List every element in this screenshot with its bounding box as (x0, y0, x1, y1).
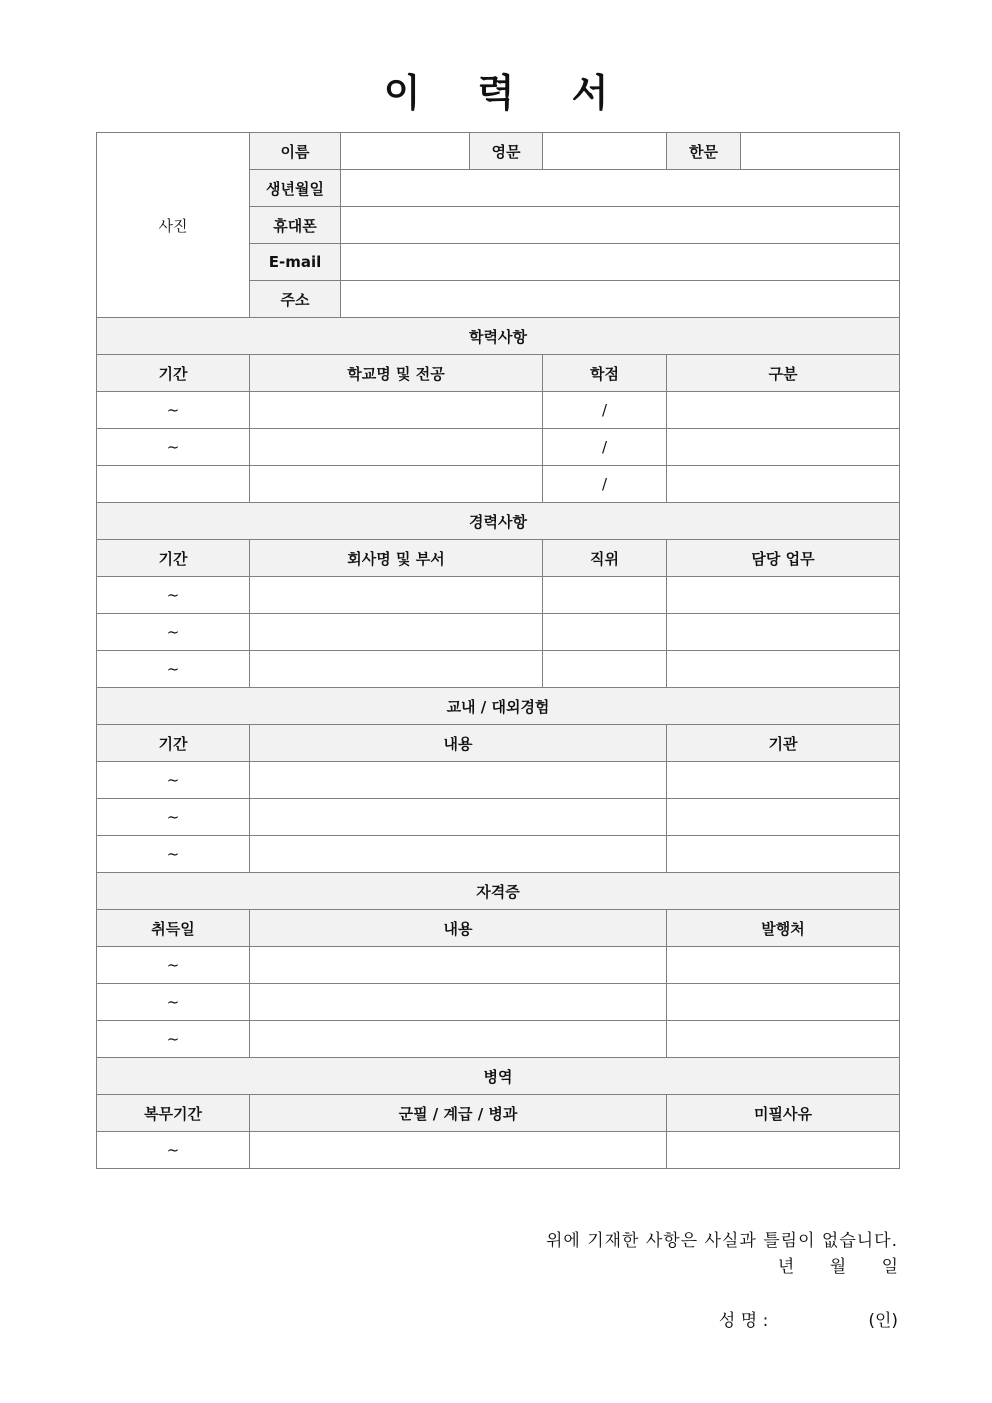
activities-period-cell[interactable]: ~ (97, 799, 250, 836)
education-header-gpa: 학점 (543, 355, 667, 392)
certificates-issuer-cell[interactable] (667, 984, 900, 1021)
table-row (97, 466, 900, 503)
military-exempt-reason-cell[interactable] (667, 1132, 900, 1169)
table-row (97, 429, 900, 466)
hanja-name-label: 한문 (667, 133, 741, 170)
table-row (97, 947, 900, 984)
military-header-exempt-reason: 미필사유 (667, 1095, 900, 1132)
resume-form (96, 132, 900, 1169)
table-row (97, 577, 900, 614)
education-section-title: 학력사항 (97, 318, 900, 355)
activities-header-org: 기관 (667, 725, 900, 762)
activities-period-cell[interactable]: ~ (97, 836, 250, 873)
career-header-position: 직위 (543, 540, 667, 577)
certificates-date-cell[interactable]: ~ (97, 947, 250, 984)
certificates-content-cell[interactable] (250, 947, 667, 984)
certificates-content-cell[interactable] (250, 1021, 667, 1058)
career-company-cell[interactable] (250, 577, 543, 614)
activities-org-cell[interactable] (667, 799, 900, 836)
certificates-issuer-cell[interactable] (667, 947, 900, 984)
name-field[interactable] (341, 133, 470, 170)
education-type-cell[interactable] (667, 392, 900, 429)
declaration-text: 위에 기재한 사항은 사실과 틀림이 없습니다. (545, 1231, 898, 1251)
activities-header-period: 기간 (97, 725, 250, 762)
education-type-cell[interactable] (667, 429, 900, 466)
phone-label: 휴대폰 (250, 207, 341, 244)
career-duty-cell[interactable] (667, 614, 900, 651)
military-period-cell[interactable]: ~ (97, 1132, 250, 1169)
certificates-date-cell[interactable]: ~ (97, 1021, 250, 1058)
education-header-school: 학교명 및 전공 (250, 355, 543, 392)
certificates-date-cell[interactable]: ~ (97, 984, 250, 1021)
activities-header-content: 내용 (250, 725, 667, 762)
phone-field[interactable] (341, 207, 900, 244)
page-title: 이 력 서 (383, 71, 631, 115)
certificates-issuer-cell[interactable] (667, 1021, 900, 1058)
table-row (97, 799, 900, 836)
education-period-cell[interactable]: ~ (97, 392, 250, 429)
education-period-cell[interactable]: ~ (97, 429, 250, 466)
career-header-period: 기간 (97, 540, 250, 577)
education-gpa-cell[interactable]: / (543, 392, 667, 429)
certificates-header-content: 내용 (250, 910, 667, 947)
certificates-section-title: 자격증 (97, 873, 900, 910)
date-line: 년 월 일 (777, 1257, 898, 1277)
education-school-cell[interactable] (250, 429, 543, 466)
table-row (97, 1132, 900, 1169)
sign-label: 성 명 : (718, 1311, 769, 1331)
career-period-cell[interactable]: ~ (97, 651, 250, 688)
education-gpa-cell[interactable]: / (543, 466, 667, 503)
activities-content-cell[interactable] (250, 799, 667, 836)
military-header-period: 복무기간 (97, 1095, 250, 1132)
career-position-cell[interactable] (543, 577, 667, 614)
table-row (97, 392, 900, 429)
career-period-cell[interactable]: ~ (97, 614, 250, 651)
education-header-type: 구분 (667, 355, 900, 392)
career-position-cell[interactable] (543, 651, 667, 688)
activities-content-cell[interactable] (250, 836, 667, 873)
education-gpa-cell[interactable]: / (543, 429, 667, 466)
military-section-title: 병역 (97, 1058, 900, 1095)
military-header-status: 군필 / 계급 / 병과 (250, 1095, 667, 1132)
career-company-cell[interactable] (250, 614, 543, 651)
career-section-title: 경력사항 (97, 503, 900, 540)
certificates-header-issuer: 발행처 (667, 910, 900, 947)
career-company-cell[interactable] (250, 651, 543, 688)
birth-field[interactable] (341, 170, 900, 207)
english-name-label: 영문 (470, 133, 543, 170)
seal-label: (인) (868, 1311, 898, 1331)
activities-org-cell[interactable] (667, 762, 900, 799)
activities-period-cell[interactable]: ~ (97, 762, 250, 799)
education-school-cell[interactable] (250, 392, 543, 429)
education-header-period: 기간 (97, 355, 250, 392)
activities-org-cell[interactable] (667, 836, 900, 873)
education-period-cell[interactable] (97, 466, 250, 503)
activities-section-title: 교내 / 대외경험 (97, 688, 900, 725)
table-row (97, 984, 900, 1021)
career-header-company: 회사명 및 부서 (250, 540, 543, 577)
career-header-duty: 담당 업무 (667, 540, 900, 577)
table-row (97, 836, 900, 873)
military-status-cell[interactable] (250, 1132, 667, 1169)
career-duty-cell[interactable] (667, 651, 900, 688)
birth-label: 생년월일 (250, 170, 341, 207)
email-label: E-mail (250, 244, 341, 281)
table-row (97, 762, 900, 799)
career-duty-cell[interactable] (667, 577, 900, 614)
name-label: 이름 (250, 133, 341, 170)
activities-content-cell[interactable] (250, 762, 667, 799)
table-row (97, 614, 900, 651)
education-school-cell[interactable] (250, 466, 543, 503)
address-field[interactable] (341, 281, 900, 318)
education-type-cell[interactable] (667, 466, 900, 503)
english-name-field[interactable] (543, 133, 667, 170)
photo-box[interactable]: 사진 (97, 133, 250, 318)
table-row (97, 651, 900, 688)
table-row (97, 1021, 900, 1058)
certificates-header-date: 취득일 (97, 910, 250, 947)
email-field[interactable] (341, 244, 900, 281)
signature-line (719, 1306, 898, 1331)
career-period-cell[interactable]: ~ (97, 577, 250, 614)
address-label: 주소 (250, 281, 341, 318)
career-position-cell[interactable] (543, 614, 667, 651)
hanja-name-field[interactable] (741, 133, 900, 170)
certificates-content-cell[interactable] (250, 984, 667, 1021)
